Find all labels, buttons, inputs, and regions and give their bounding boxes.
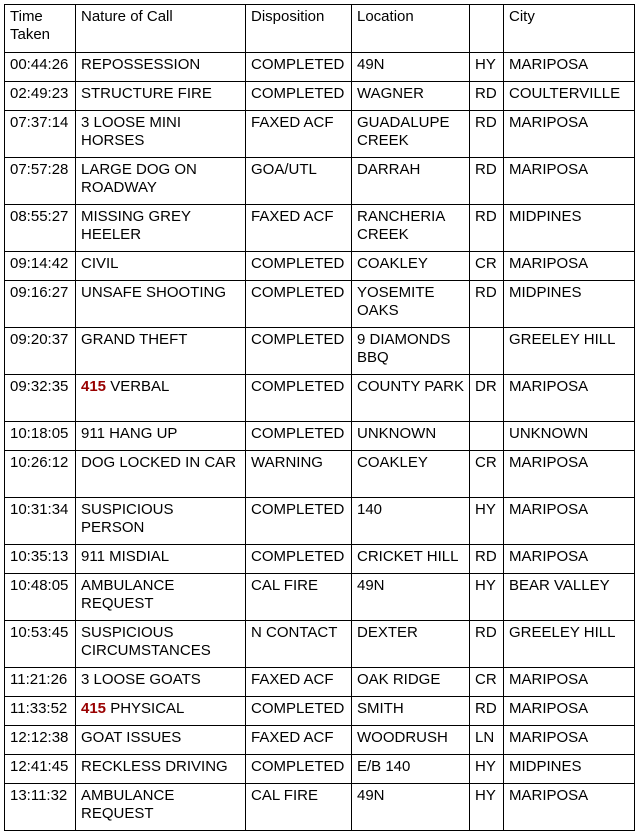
cell-city: MARIPOSA xyxy=(504,668,635,697)
cell-suffix: HY xyxy=(470,755,504,784)
nature-text: GRAND THEFT xyxy=(81,331,188,348)
cell-nature xyxy=(76,574,246,621)
nature-text: CIVIL xyxy=(81,255,119,272)
cell-city: MARIPOSA xyxy=(504,158,635,205)
table-row xyxy=(5,328,635,375)
cell-city: UNKNOWN xyxy=(504,422,635,451)
table-row xyxy=(5,205,635,252)
nature-text: 3 LOOSE MINI HORSES xyxy=(81,114,182,149)
header-time: Time Taken xyxy=(5,5,76,53)
nature-text: 911 MISDIAL xyxy=(81,548,170,565)
cell-city: MIDPINES xyxy=(504,281,635,328)
cell-disposition: COMPLETED xyxy=(246,328,352,375)
cell-location: WAGNER xyxy=(352,82,470,111)
cell-suffix: RD xyxy=(470,82,504,111)
cell-location: COUNTY PARK xyxy=(352,375,470,422)
cell-time: 11:21:26 xyxy=(5,668,76,697)
cell-location: 49N xyxy=(352,574,470,621)
cell-suffix: HY xyxy=(470,784,504,831)
cell-city: GREELEY HILL xyxy=(504,328,635,375)
cell-location: 140 xyxy=(352,498,470,545)
cell-disposition: COMPLETED xyxy=(246,755,352,784)
cell-time: 10:18:05 xyxy=(5,422,76,451)
cell-disposition: COMPLETED xyxy=(246,545,352,574)
nature-text: MISSING GREY HEELER xyxy=(81,208,191,243)
cell-location: RANCHERIA CREEK xyxy=(352,205,470,252)
table-row xyxy=(5,158,635,205)
table-row xyxy=(5,726,635,755)
cell-city: MARIPOSA xyxy=(504,498,635,545)
cell-location: WOODRUSH xyxy=(352,726,470,755)
cell-time: 09:16:27 xyxy=(5,281,76,328)
cell-suffix: CR xyxy=(470,668,504,697)
cell-time: 09:32:35 xyxy=(5,375,76,422)
cell-nature xyxy=(76,158,246,205)
cell-suffix xyxy=(470,422,504,451)
header-location: Location xyxy=(352,5,470,53)
cell-location: CRICKET HILL xyxy=(352,545,470,574)
cell-nature xyxy=(76,545,246,574)
cell-suffix: RD xyxy=(470,621,504,668)
cell-nature xyxy=(76,755,246,784)
cell-nature xyxy=(76,784,246,831)
nature-text: REPOSSESSION xyxy=(81,56,201,73)
cell-nature xyxy=(76,668,246,697)
table-row xyxy=(5,281,635,328)
cell-location: 49N xyxy=(352,784,470,831)
cell-city: GREELEY HILL xyxy=(504,621,635,668)
cell-time: 11:33:52 xyxy=(5,697,76,726)
cell-disposition: COMPLETED xyxy=(246,82,352,111)
cell-disposition: N CONTACT xyxy=(246,621,352,668)
cell-location: YOSEMITE OAKS xyxy=(352,281,470,328)
table-row xyxy=(5,252,635,281)
cell-location: 9 DIAMONDS BBQ xyxy=(352,328,470,375)
cell-suffix: LN xyxy=(470,726,504,755)
cell-disposition: COMPLETED xyxy=(246,281,352,328)
cell-city: MIDPINES xyxy=(504,205,635,252)
cell-time: 09:20:37 xyxy=(5,328,76,375)
cell-suffix: RD xyxy=(470,205,504,252)
cell-nature xyxy=(76,697,246,726)
cell-disposition: COMPLETED xyxy=(246,53,352,82)
cell-nature xyxy=(76,621,246,668)
cell-city: MARIPOSA xyxy=(504,252,635,281)
table-row xyxy=(5,498,635,545)
cell-suffix: DR xyxy=(470,375,504,422)
table-row xyxy=(5,375,635,422)
cell-disposition: FAXED ACF xyxy=(246,668,352,697)
header-nature: Nature of Call xyxy=(76,5,246,53)
table-row xyxy=(5,111,635,158)
table-row xyxy=(5,621,635,668)
table-row xyxy=(5,574,635,621)
cell-suffix: RD xyxy=(470,111,504,158)
cell-suffix: CR xyxy=(470,451,504,498)
cell-suffix: RD xyxy=(470,158,504,205)
cell-disposition: FAXED ACF xyxy=(246,205,352,252)
cell-disposition: FAXED ACF xyxy=(246,111,352,158)
table-row xyxy=(5,82,635,111)
nature-text: UNSAFE SHOOTING xyxy=(81,284,227,301)
cell-nature xyxy=(76,375,246,422)
nature-text: AMBULANCE REQUEST xyxy=(81,787,175,822)
cell-nature xyxy=(76,422,246,451)
cell-city: MIDPINES xyxy=(504,755,635,784)
table-row xyxy=(5,53,635,82)
nature-text: 911 HANG UP xyxy=(81,425,178,442)
cell-disposition: COMPLETED xyxy=(246,498,352,545)
cell-time: 02:49:23 xyxy=(5,82,76,111)
table-row xyxy=(5,697,635,726)
cell-time: 07:37:14 xyxy=(5,111,76,158)
cell-time: 08:55:27 xyxy=(5,205,76,252)
cell-disposition: CAL FIRE xyxy=(246,784,352,831)
cell-location: 49N xyxy=(352,53,470,82)
cell-time: 00:44:26 xyxy=(5,53,76,82)
nature-text: 3 LOOSE GOATS xyxy=(81,671,201,688)
call-code: 415 xyxy=(81,700,107,717)
cell-city: MARIPOSA xyxy=(504,697,635,726)
cell-disposition: WARNING xyxy=(246,451,352,498)
cell-time: 10:48:05 xyxy=(5,574,76,621)
cell-suffix: CR xyxy=(470,252,504,281)
cell-time: 10:31:34 xyxy=(5,498,76,545)
nature-text: LARGE DOG ON ROADWAY xyxy=(81,161,197,196)
nature-text: VERBAL xyxy=(110,378,170,395)
cell-disposition: COMPLETED xyxy=(246,375,352,422)
call-log-body xyxy=(5,53,635,831)
cell-disposition: CAL FIRE xyxy=(246,574,352,621)
cell-time: 10:35:13 xyxy=(5,545,76,574)
cell-location: SMITH xyxy=(352,697,470,726)
header-row xyxy=(5,5,635,53)
cell-disposition: COMPLETED xyxy=(246,252,352,281)
header-suffix xyxy=(470,5,504,53)
cell-suffix: RD xyxy=(470,281,504,328)
cell-location: UNKNOWN xyxy=(352,422,470,451)
nature-text: AMBULANCE REQUEST xyxy=(81,577,175,612)
header-city: City xyxy=(504,5,635,53)
cell-suffix: RD xyxy=(470,545,504,574)
cell-nature xyxy=(76,328,246,375)
cell-suffix xyxy=(470,328,504,375)
nature-text: SUSPICIOUS PERSON xyxy=(81,501,174,536)
cell-time: 13:11:32 xyxy=(5,784,76,831)
cell-time: 10:26:12 xyxy=(5,451,76,498)
cell-nature xyxy=(76,451,246,498)
cell-disposition: COMPLETED xyxy=(246,422,352,451)
header-disposition: Disposition xyxy=(246,5,352,53)
cell-city: BEAR VALLEY xyxy=(504,574,635,621)
cell-location: GUADALUPE CREEK xyxy=(352,111,470,158)
cell-city: MARIPOSA xyxy=(504,545,635,574)
nature-text: RECKLESS DRIVING xyxy=(81,758,228,775)
nature-text: PHYSICAL xyxy=(110,700,185,717)
cell-city: MARIPOSA xyxy=(504,451,635,498)
cell-nature xyxy=(76,726,246,755)
cell-city: MARIPOSA xyxy=(504,375,635,422)
nature-text: GOAT ISSUES xyxy=(81,729,182,746)
cell-city: MARIPOSA xyxy=(504,53,635,82)
cell-time: 12:12:38 xyxy=(5,726,76,755)
table-row xyxy=(5,784,635,831)
cell-time: 09:14:42 xyxy=(5,252,76,281)
table-row xyxy=(5,545,635,574)
cell-time: 07:57:28 xyxy=(5,158,76,205)
cell-location: COAKLEY xyxy=(352,252,470,281)
cell-disposition: COMPLETED xyxy=(246,697,352,726)
cell-nature xyxy=(76,281,246,328)
cell-location: E/B 140 xyxy=(352,755,470,784)
table-row xyxy=(5,451,635,498)
table-row xyxy=(5,422,635,451)
cell-location: COAKLEY xyxy=(352,451,470,498)
cell-suffix: HY xyxy=(470,574,504,621)
cell-time: 12:41:45 xyxy=(5,755,76,784)
nature-text: STRUCTURE FIRE xyxy=(81,85,212,102)
table-row xyxy=(5,668,635,697)
cell-nature xyxy=(76,205,246,252)
cell-city: MARIPOSA xyxy=(504,726,635,755)
cell-nature xyxy=(76,82,246,111)
cell-nature xyxy=(76,111,246,158)
cell-nature xyxy=(76,252,246,281)
cell-location: DARRAH xyxy=(352,158,470,205)
cell-time: 10:53:45 xyxy=(5,621,76,668)
cell-disposition: FAXED ACF xyxy=(246,726,352,755)
call-code: 415 xyxy=(81,378,107,395)
cell-city: MARIPOSA xyxy=(504,784,635,831)
cell-city: COULTERVILLE xyxy=(504,82,635,111)
cell-suffix: RD xyxy=(470,697,504,726)
call-log-table xyxy=(4,4,635,831)
cell-disposition: GOA/UTL xyxy=(246,158,352,205)
table-row xyxy=(5,755,635,784)
cell-nature xyxy=(76,53,246,82)
nature-text: DOG LOCKED IN CAR xyxy=(81,454,237,471)
cell-location: DEXTER xyxy=(352,621,470,668)
cell-nature xyxy=(76,498,246,545)
cell-city: MARIPOSA xyxy=(504,111,635,158)
cell-suffix: HY xyxy=(470,498,504,545)
nature-text: SUSPICIOUS CIRCUMSTANCES xyxy=(81,624,211,659)
cell-suffix: HY xyxy=(470,53,504,82)
cell-location: OAK RIDGE xyxy=(352,668,470,697)
